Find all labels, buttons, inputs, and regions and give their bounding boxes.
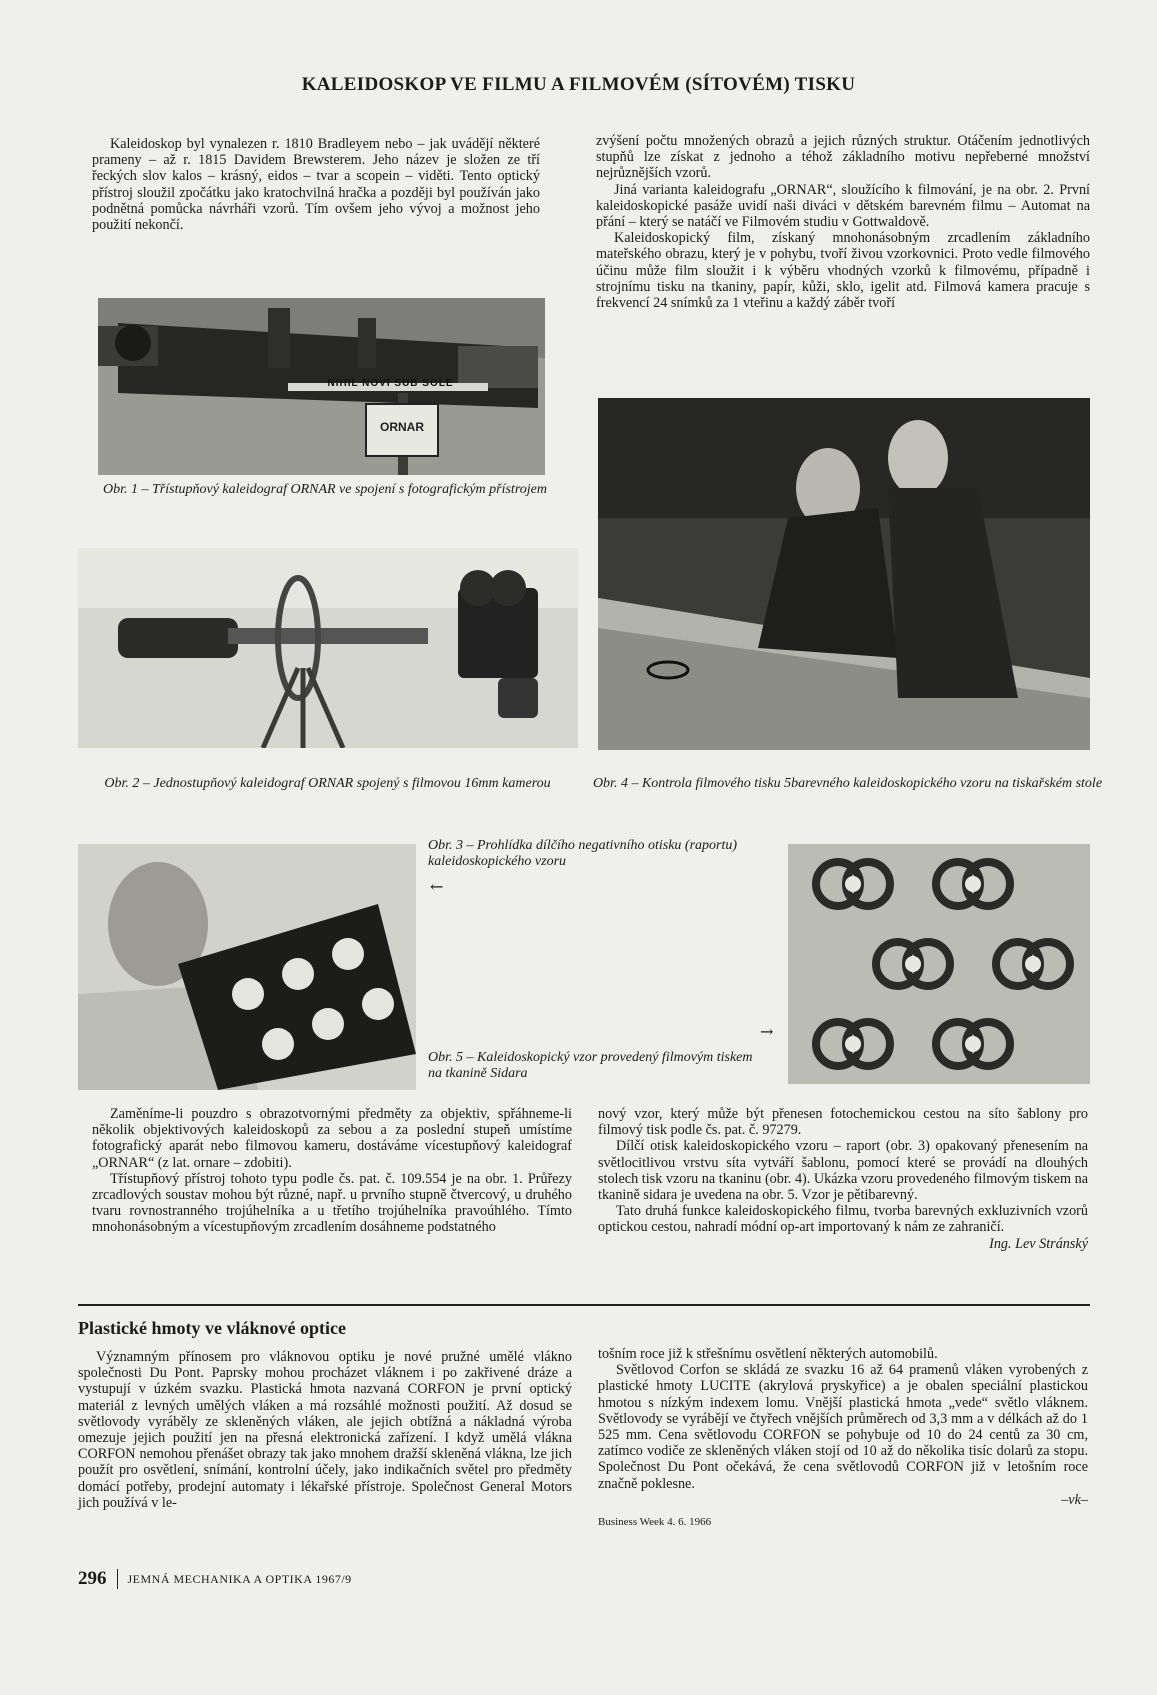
figure-2-caption: Obr. 2 – Jednostupňový kaleidograf ORNAR spojený s filmovou 16mm kamerou	[104, 776, 551, 791]
intro-text: Kaleidoskop byl vynalezen r. 1810 Bradleyem nebo – jak uvádějí některé prameny – až r. 1815 Davidem Brewsterem. Jeho název je složen ze tří řeckých slov kalos – krásný, eidos – tvar a scopein – viděti. Tento optický přístroj sloužil zpočátku jako kratochvilná hračka a později byl používán jako podnětná pomůcka návrháři vzorů. Tím ovšem jeho vývoj a možnost jeho použití nekončí.	[92, 136, 540, 234]
article2-right-paragraph-1: tošním roce již k střešnímu osvětlení některých automobilů.	[598, 1346, 938, 1362]
article2-left	[78, 1349, 572, 1511]
figure-4-caption: Obr. 4 – Kontrola filmového tisku 5barevného kaleidoskopického vzoru na tiskařském stole	[592, 776, 1103, 791]
figure-5-caption: Obr. 5 – Kaleidoskopický vzor provedený filmovým tiskem na tkanině Sidara	[428, 1050, 753, 1081]
right-top-paragraph-2: Jiná varianta kaleidografu „ORNAR“, sloužícího k filmování, je na obr. 2. První kaleidoskopické pasáže uvidí naši diváci v dětském barevném filmu – Automat na přání – který se natáčí ve Filmovém studiu v Gottwaldově.	[596, 181, 1090, 231]
section-divider	[78, 1304, 1090, 1306]
intro-paragraph	[92, 136, 540, 233]
left-arrow-icon: ←	[430, 877, 444, 896]
figure-1-caption: Obr. 1 – Třístupňový kaleidograf ORNAR ve spojení s fotografickým přístrojem	[103, 482, 547, 497]
article2-source: Business Week 4. 6. 1966	[598, 1516, 712, 1529]
article2-right	[598, 1346, 1088, 1530]
bottom-right-paragraph-3: Tato druhá funkce kaleidoskopického filmu, tvorba barevných exkluzivních vzorů optickou cestou, nahradí módní op-art importovaný k nám ze zahraničí.	[598, 1203, 1088, 1236]
inscription-band: NIHIL NOVI SUB SOLE	[327, 378, 454, 389]
page-number: 296	[78, 1568, 107, 1589]
article2-heading: Plastické hmoty ve vláknové optice	[78, 1318, 346, 1338]
article2-left-paragraph: Významným přínosem pro vláknovou optiku je nové pružné umělé vlákno společnosti Du Pont. Paprsky mohou procházet vláknem i po zakřivené dráze a vystupují v úzkém svazku. Plastická hmota nazvaná CORFON je první optický materiál z levných umělých vláken a má rozsáhlé možnosti použití. Až dosud se světlovody vyráběly ze skleněných vláken, ale jejich obtížná a nákladná výroba omezuje jejich použití jen na přesná elektronická zařízení. I když umělá vlákna CORFON nemohou přenášet obrazy tak jako mnohem dražší skleněná vlákna, lze jich použít pro osvětlení, snímání, kontrolní účely, jako indikačních světel pro předměty domácí potřeby, prodejní automaty i lékařské přístroje. Společnost General Motors jich používá v le-	[78, 1349, 572, 1511]
bottom-left-paragraph-2: Třístupňový přístroj tohoto typu podle čs. pat. č. 109.554 je na obr. 1. Průřezy zrcadlových soustav mohou být různé, např. u prvního stupně čtvercový, u druhého tvaru rovnostranného trojúhelníka a u třetího trojúhelníka pravoúhlého. Tímto mnohonásobným a vícestupňovým zrcadlením dosáhneme podstatného	[92, 1170, 572, 1236]
figure-4-photo	[598, 398, 1090, 750]
figure-1-photo	[98, 298, 545, 475]
right-arrow-icon: →	[760, 1022, 774, 1041]
negative-print-inspection-image	[78, 844, 416, 1090]
figure-3-caption: Obr. 3 – Prohlídka dílčího negativního otisku (raportu) kaleidoskopického vzoru	[428, 838, 738, 869]
article2-signature: –vk–	[1061, 1491, 1088, 1508]
ornar-sign: ORNAR	[380, 420, 424, 434]
page-footer	[78, 1568, 352, 1590]
article2-right-paragraph-2: Světlovod Corfon se skládá ze svazku 16 až 64 pramenů vláken vyrobených z plastické hmoty LUCITE (akrylová pryskyřice) a je obalen speciální plastickou hmotou s nízkým indexem lomu. Vnější plastická hmota „vede“ světlo vláknem. Světlovody se vyrábějí ve čtyřech vnějších průměrech od 3,3 mm a v délkách až do 1 525 mm. Cena světlovodu CORFON se pohybuje od 10 do 24 centů za 30 cm, zatímco vodiče ze skleněných vláken stojí od 10 až do několika tisíc dolarů za stopu. Společnost Du Pont očekává, že cena světlovodů CORFON již v letošním roce značně poklesne.	[598, 1362, 1088, 1492]
bottom-right-paragraph-1: nový vzor, který může být přenesen fotochemickou cestou na síto šablony pro filmový tisk podle čs. pat. č. 97279.	[598, 1106, 1088, 1139]
article1-bottom-left	[92, 1106, 572, 1236]
textile-pattern-image	[788, 844, 1090, 1084]
article1-bottom-right	[598, 1106, 1088, 1252]
figure-3-photo	[78, 844, 416, 1090]
kaleidograph-camera-image	[78, 548, 578, 748]
footer-divider	[117, 1569, 118, 1589]
bottom-right-paragraph-2: Dílčí otisk kaleidoskopického vzoru – raport (obr. 3) opakovaný přenesením na světlocitlivou vrstvu síta vytváří šablonu, pomocí které se provádí na dlouhých stolech tisk vzoru na tkaninu (obr. 4). Ukázka vzoru provedeného filmovým tiskem na tkanině sidara je uvedena na obr. 5. Vzor je pětibarevný.	[598, 1138, 1088, 1204]
figure-2-photo	[78, 548, 578, 748]
print-table-inspection-image	[598, 398, 1090, 750]
right-top-paragraph-1: zvýšení počtu množených obrazů a jejich různých struktur. Otáčením jednotlivých stupňů lze získat z jednoho a téhož základního motivu nepřeberné množství nejrůznějších vzorů.	[596, 133, 1090, 182]
author-name: Ing. Lev Stránský	[989, 1235, 1088, 1252]
journal-name: JEMNÁ MECHANIKA A OPTIKA 1967/9	[127, 1571, 352, 1586]
article-title: KALEIDOSKOP VE FILMU A FILMOVÉM (SÍTOVÉM) TISKU	[301, 74, 856, 95]
right-column-top	[596, 133, 1090, 311]
figure-5-photo	[788, 844, 1090, 1084]
right-top-paragraph-3: Kaleidoskopický film, získaný mnohonásobným zrcadlením základního mateřského obrazu, který je v pohybu, tvoří živou vzorkovnici. Proto vedle filmového účinu může film sloužit i k výběru vhodných vzorků k filmovému, případně i strojnímu tisku na tkaniny, papír, kůži, sklo, igelit atd. Filmová kamera pracuje s frekvencí 24 snímků za 1 vteřinu a každý záběr tvoří	[596, 230, 1090, 312]
bottom-left-paragraph-1: Zaměníme-li pouzdro s obrazotvornými předměty za objektiv, spřáhneme-li několik objektivových kaleidoskopů za sebou a za poslední stupeň umístíme fotografický aparát nebo filmovou kameru, dostáváme vícestupňový kaleidograf „ORNAR“ (z lat. ornare – zdobiti).	[92, 1106, 572, 1171]
